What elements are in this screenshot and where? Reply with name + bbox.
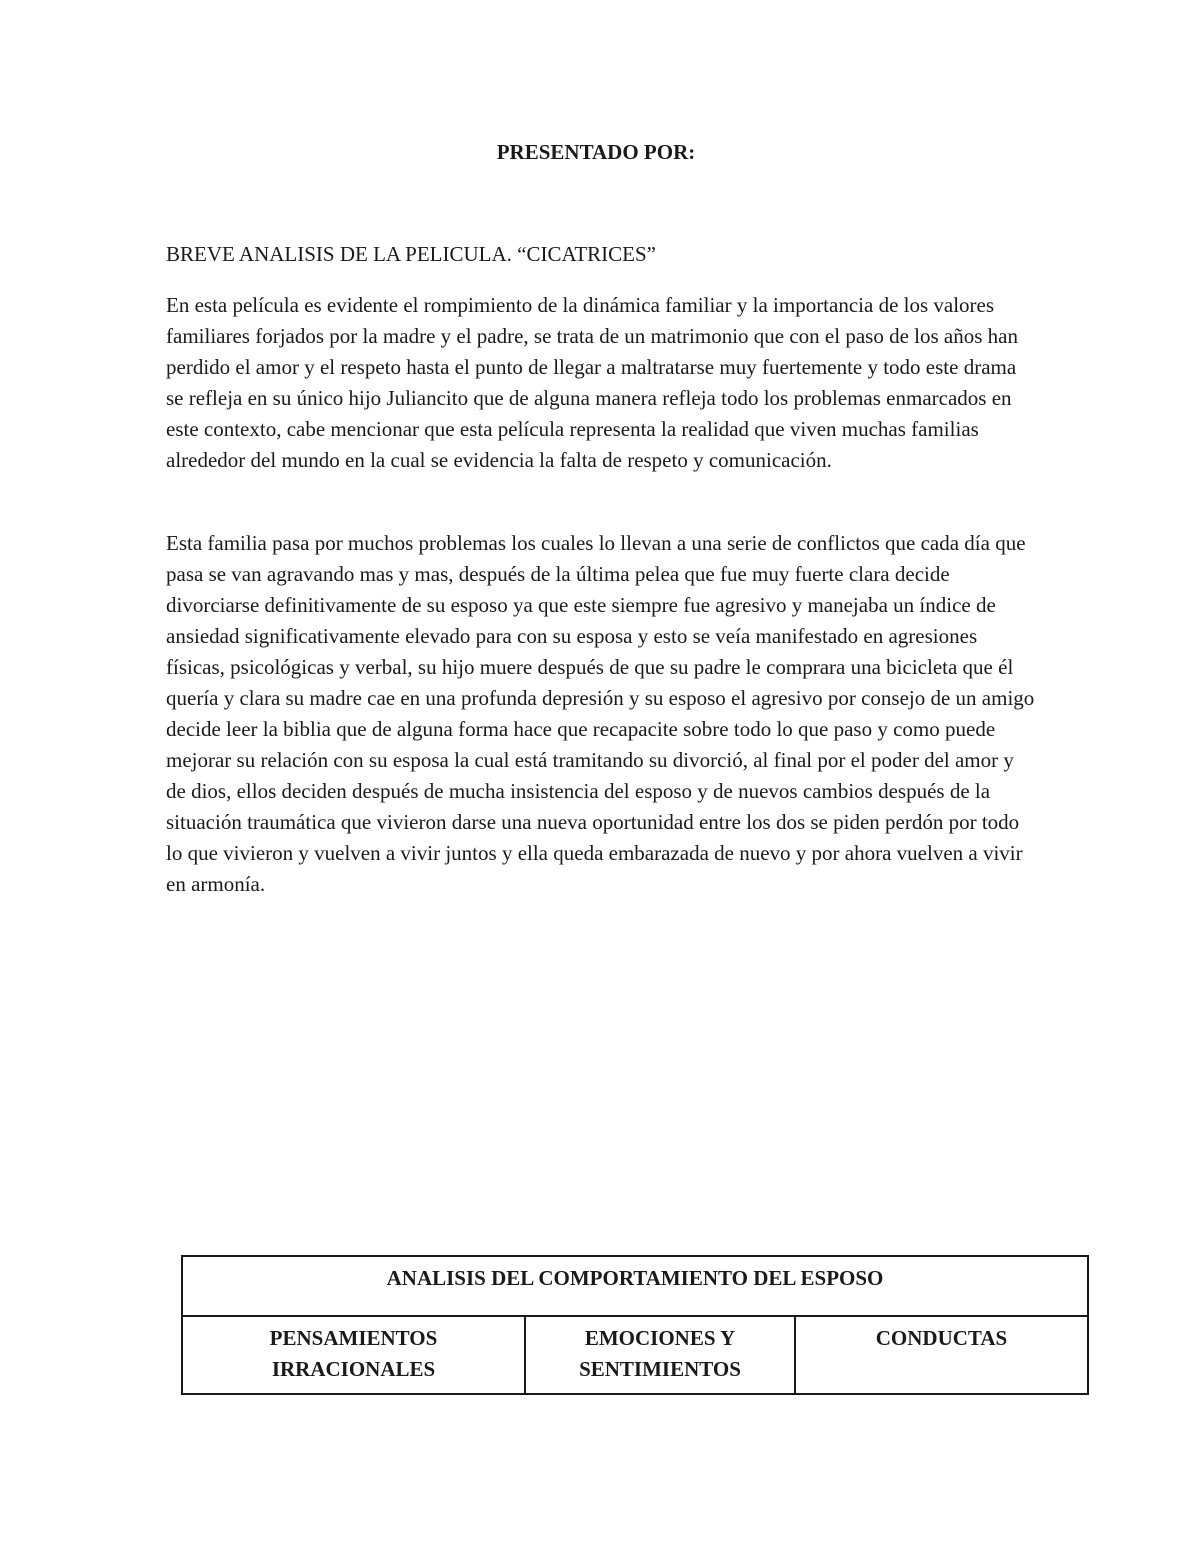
table-title: ANALISIS DEL COMPORTAMIENTO DEL ESPOSO <box>182 1256 1088 1316</box>
analysis-title: BREVE ANALISIS DE LA PELICULA. “CICATRICES” <box>166 242 656 266</box>
presented-by-heading: PRESENTADO POR: <box>496 140 696 164</box>
column-header-irrational-thoughts: PENSAMIENTOS IRRACIONALES <box>182 1316 525 1394</box>
analysis-paragraph-1: En esta película es evidente el rompimiento de la dinámica familiar y la importancia de los valores familiares forjados por la madre y el padre, se trata de un matrimonio que con el paso de los años han perdido el amor y el respeto hasta el punto de llegar a maltratarse muy fuertemente y todo este drama se refleja en su único hijo Juliancito que de alguna manera refleja todo los problemas enmarcados en este contexto, cabe mencionar que esta película representa la realidad que viven muchas familias alrededor del mundo en la cual se evidencia la falta de respeto y comunicación. <box>166 293 1018 472</box>
table-title-row <box>182 1256 1088 1316</box>
column-header-behaviors: CONDUCTAS <box>795 1316 1088 1394</box>
table-header-row <box>182 1316 1088 1394</box>
analysis-paragraph-2: Esta familia pasa por muchos problemas los cuales lo llevan a una serie de conflictos que cada día que pasa se van agravando mas y mas, después de la última pelea que fue muy fuerte clara decide divorciarse definitivamente de su esposo ya que este siempre fue agresivo y manejaba un índice de ansiedad significativamente elevado para con su esposa y esto se veía manifestado en agresiones físicas, psicológicas y verbal, su hijo muere después de que su padre le comprara una bicicleta que él quería y clara su madre cae en una profunda depresión y su esposo el agresivo por consejo de un amigo decide leer la biblia que de alguna forma hace que recapacite sobre todo lo que paso y como puede mejorar su relación con su esposa la cual está tramitando su divorció, al final por el poder del amor y de dios, ellos deciden después de mucha insistencia del esposo y de nuevos cambios después de la situación traumática que vivieron darse una nueva oportunidad entre los dos se piden perdón por todo lo que vivieron y vuelven a vivir juntos y ella queda embarazada de nuevo y por ahora vuelven a vivir en armonía. <box>166 531 1035 896</box>
behavior-analysis-table <box>181 1255 1089 1395</box>
column-header-emotions: EMOCIONES Y SENTIMIENTOS <box>525 1316 795 1394</box>
